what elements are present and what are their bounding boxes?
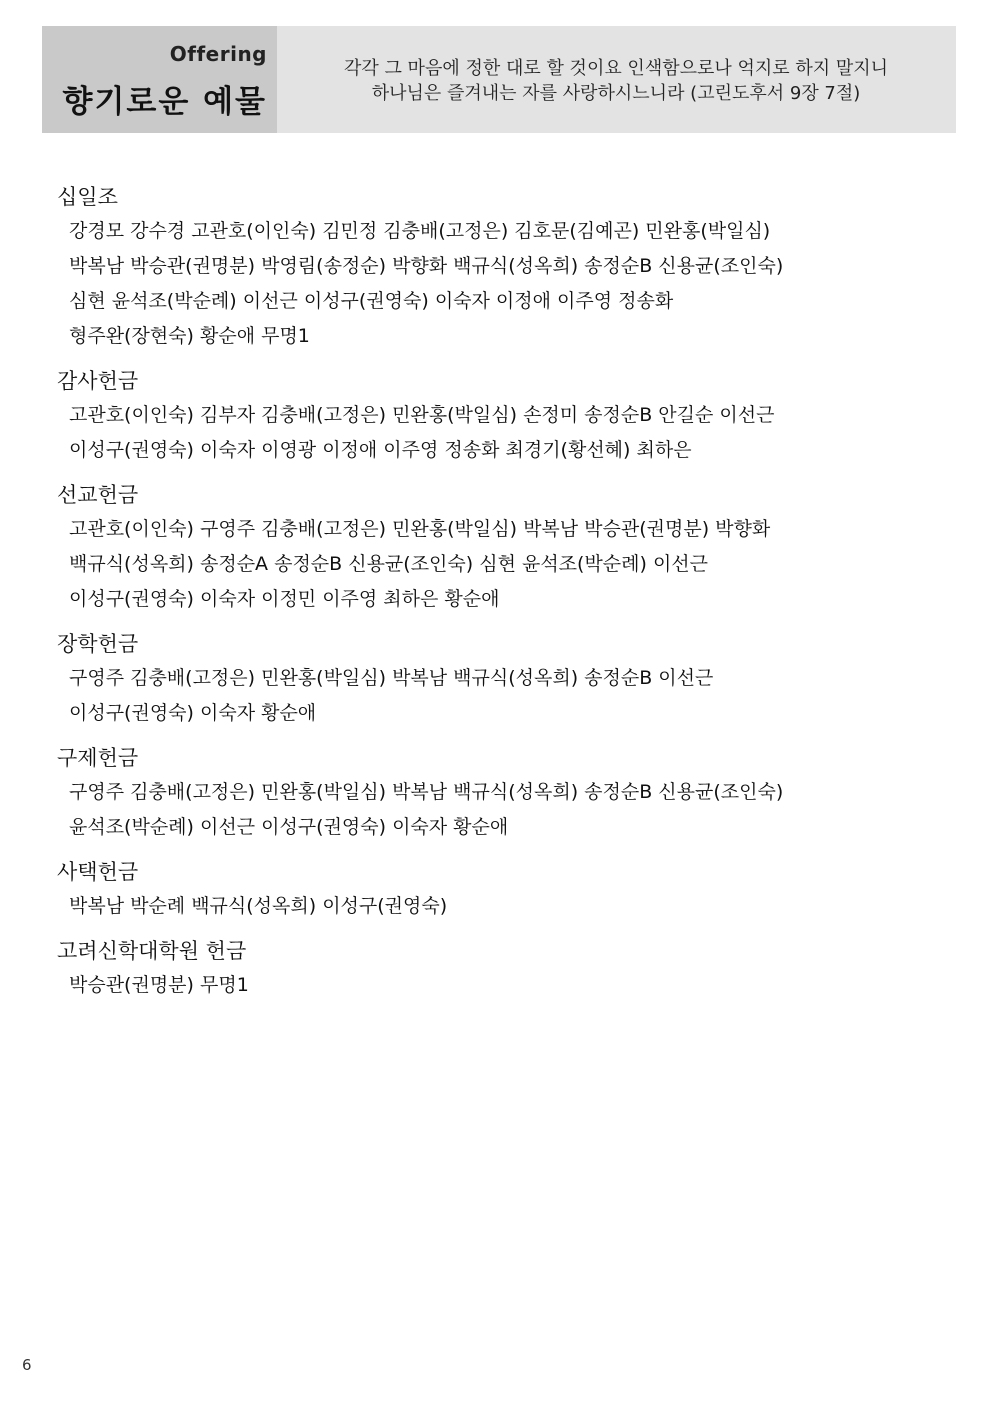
donor-list xyxy=(57,889,937,924)
donor-line: 심현 윤석조(박순례) 이선근 이성구(권영숙) 이숙자 이정애 이주영 정송화 xyxy=(69,290,674,312)
section-title: 십일조 xyxy=(57,185,118,209)
donor-line: 이성구(권영숙) 이숙자 이영광 이정애 이주영 정송화 최경기(황선혜) 최하은 xyxy=(69,439,692,461)
page-title: 향기로운 예물 xyxy=(62,84,267,120)
page-number: 6 xyxy=(22,1356,32,1374)
section-title: 사택헌금 xyxy=(57,860,139,884)
donor-line: 윤석조(박순례) 이선근 이성구(권영숙) 이숙자 황순애 xyxy=(69,816,509,838)
donor-line: 강경모 강수경 고관호(이인숙) 김민정 김충배(고정은) 김호문(김예곤) 민완홍(박일심) xyxy=(69,220,771,242)
donor-list xyxy=(57,968,937,1003)
section-title: 선교헌금 xyxy=(57,483,139,507)
donor-line: 백규식(성옥희) 송정순A 송정순B 신용균(조인숙) 심현 윤석조(박순례) 이선근 xyxy=(69,553,709,575)
donor-line: 구영주 김충배(고정은) 민완홍(박일심) 박복남 백규식(성옥희) 송정순B 이선근 xyxy=(69,667,714,689)
donor-line: 고관호(이인숙) 구영주 김충배(고정은) 민완홍(박일심) 박복남 박승관(권명분) 박향화 xyxy=(69,518,771,540)
scripture-verse xyxy=(288,56,944,106)
verse-line: 각각 그 마음에 정한 대로 할 것이요 인색함으로나 억지로 하지 말지니 xyxy=(343,58,889,79)
section-seminary xyxy=(57,934,937,1003)
section-missions xyxy=(57,478,937,617)
section-relief xyxy=(57,741,937,845)
verse-line: 하나님은 즐겨내는 자를 사랑하시느니라 (고린도후서 9장 7절) xyxy=(371,83,861,104)
offering-sections xyxy=(57,180,937,1013)
section-title: 감사헌금 xyxy=(57,369,139,393)
donor-line: 박승관(권명분) 무명1 xyxy=(69,974,249,996)
donor-list xyxy=(57,214,937,354)
section-title: 고려신학대학원 헌금 xyxy=(57,939,247,963)
english-title: Offering xyxy=(169,42,267,66)
donor-line: 박복남 박순례 백규식(성옥희) 이성구(권영숙) xyxy=(69,895,448,917)
donor-list xyxy=(57,512,937,617)
donor-line: 이성구(권영숙) 이숙자 황순애 xyxy=(69,702,317,724)
donor-line: 이성구(권영숙) 이숙자 이정민 이주영 최하은 황순애 xyxy=(69,588,500,610)
section-tithe xyxy=(57,180,937,354)
donor-line: 고관호(이인숙) 김부자 김충배(고정은) 민완홍(박일심) 손정미 송정순B 안길순 이선근 xyxy=(69,404,775,426)
donor-list xyxy=(57,398,937,468)
donor-list xyxy=(57,661,937,731)
donor-line: 형주완(장현숙) 황순애 무명1 xyxy=(69,325,310,347)
donor-list xyxy=(57,775,937,845)
section-parsonage xyxy=(57,855,937,924)
donor-line: 구영주 김충배(고정은) 민완홍(박일심) 박복남 백규식(성옥희) 송정순B 신용균(조인숙) xyxy=(69,781,784,803)
section-title: 구제헌금 xyxy=(57,746,139,770)
donor-line: 박복남 박승관(권명분) 박영림(송정순) 박향화 백규식(성옥희) 송정순B 신용균(조인숙) xyxy=(69,255,784,277)
section-scholarship xyxy=(57,627,937,731)
section-title: 장학헌금 xyxy=(57,632,139,656)
section-thanksgiving xyxy=(57,364,937,468)
header-banner xyxy=(42,26,956,133)
title-block xyxy=(42,26,277,133)
